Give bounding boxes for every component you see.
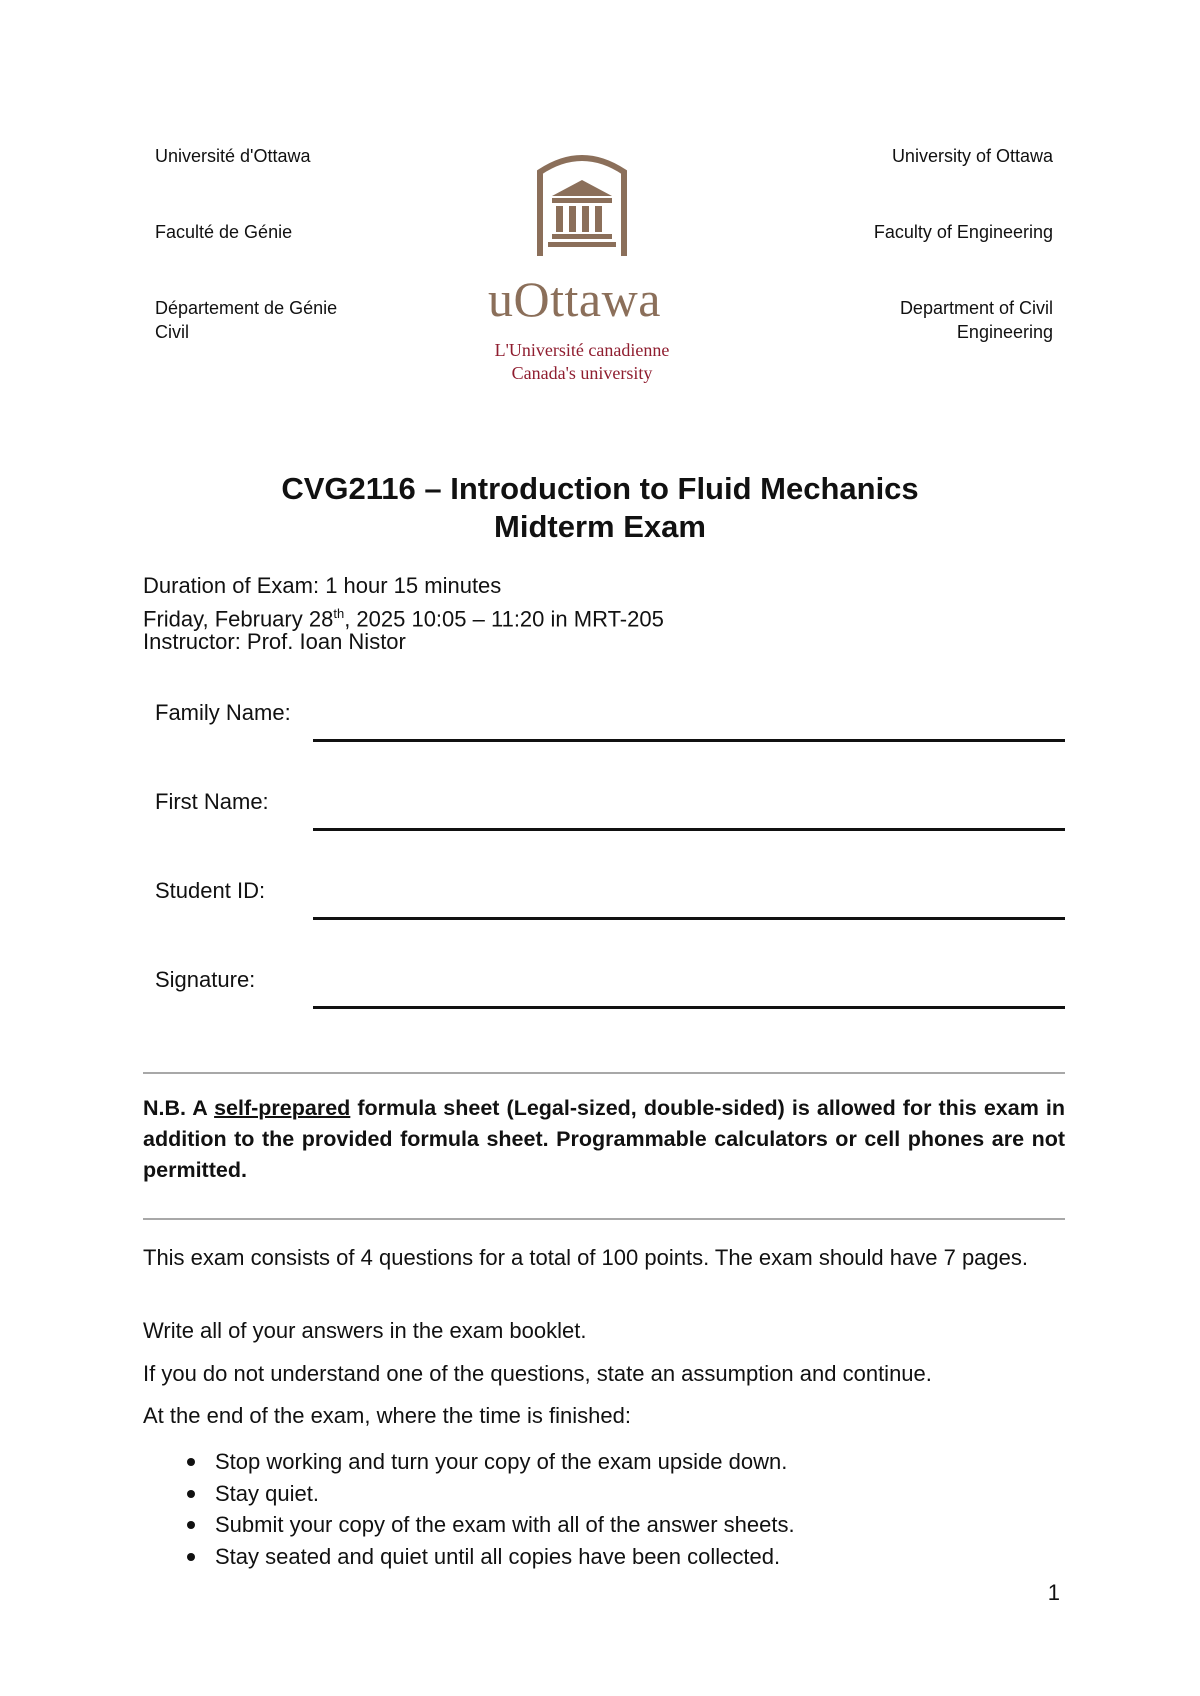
bullet-icon: [187, 1553, 195, 1561]
first-name-line[interactable]: [313, 828, 1065, 831]
signature-label: Signature:: [155, 967, 256, 992]
header-university-fr: Université d'Ottawa: [155, 146, 311, 166]
instructions-assumption: If you do not understand one of the questions, state an assumption and continue.: [143, 1361, 932, 1386]
page-number: 1: [1047, 1580, 1060, 1605]
signature-line[interactable]: [313, 1006, 1065, 1009]
instructions-question-count: This exam consists of 4 questions for a total of 100 points. The exam should have 7 pages.: [143, 1245, 1028, 1270]
nb-prefix: N.B. A: [143, 1096, 215, 1120]
end-of-exam-list: [155, 1446, 1055, 1572]
course-title: CVG2116 – Introduction to Fluid Mechanics: [281, 471, 919, 506]
student-id-label: Student ID:: [155, 878, 266, 903]
family-name-label: Family Name:: [155, 700, 291, 725]
list-item: Stay quiet.: [155, 1478, 1055, 1510]
logo-tagline-fr: L'Université canadienne: [494, 340, 670, 360]
header-department-en-line1: Department of Civil: [899, 298, 1053, 318]
uottawa-wordmark: uOttawa: [488, 271, 661, 327]
first-name-label: First Name:: [155, 789, 269, 814]
header-department-en-line2: Engineering: [956, 322, 1053, 342]
header-department-fr-line1: Département de Génie: [155, 298, 338, 318]
exam-date-prefix: Friday, February 28: [143, 606, 334, 632]
university-building-logo-icon: [534, 150, 630, 258]
exam-date-suffix: , 2025 10:05 – 11:20 in MRT-205: [344, 606, 664, 632]
exam-duration: Duration of Exam: 1 hour 15 minutes: [143, 573, 502, 598]
divider-top: [143, 1072, 1065, 1074]
list-item: Submit your copy of the exam with all of the answer sheets.: [155, 1509, 1055, 1541]
nb-rest: formula sheet (Legal-sized, double-sided) is allowed for this exam in addition to the provided formula sheet. Programmable calculators or cell phones are not permitted.: [143, 1096, 1065, 1182]
bullet-icon: [187, 1458, 195, 1466]
header-faculty-en: Faculty of Engineering: [873, 222, 1053, 242]
student-id-line[interactable]: [313, 917, 1065, 920]
list-item: Stop working and turn your copy of the exam upside down.: [155, 1446, 1055, 1478]
exam-instructor: Instructor: Prof. Ioan Nistor: [143, 629, 406, 654]
logo-tagline-en: Canada's university: [511, 363, 653, 383]
bullet-icon: [187, 1521, 195, 1529]
nb-notice: [143, 1093, 1065, 1186]
exam-title: Midterm Exam: [494, 509, 706, 544]
header-university-en: University of Ottawa: [891, 146, 1053, 166]
header-faculty-fr: Faculté de Génie: [155, 222, 293, 242]
bullet-icon: [187, 1490, 195, 1498]
instructions-end-of-exam: At the end of the exam, where the time is finished:: [143, 1403, 631, 1428]
nb-underlined: self-prepared: [214, 1096, 351, 1120]
family-name-line[interactable]: [313, 739, 1065, 742]
divider-bottom: [143, 1218, 1065, 1220]
list-item: Stay seated and quiet until all copies have been collected.: [155, 1541, 1055, 1573]
exam-date-sup: th: [333, 606, 345, 621]
instructions-answer-booklet: Write all of your answers in the exam booklet.: [143, 1318, 587, 1343]
header-department-fr-line2: Civil: [155, 322, 189, 342]
